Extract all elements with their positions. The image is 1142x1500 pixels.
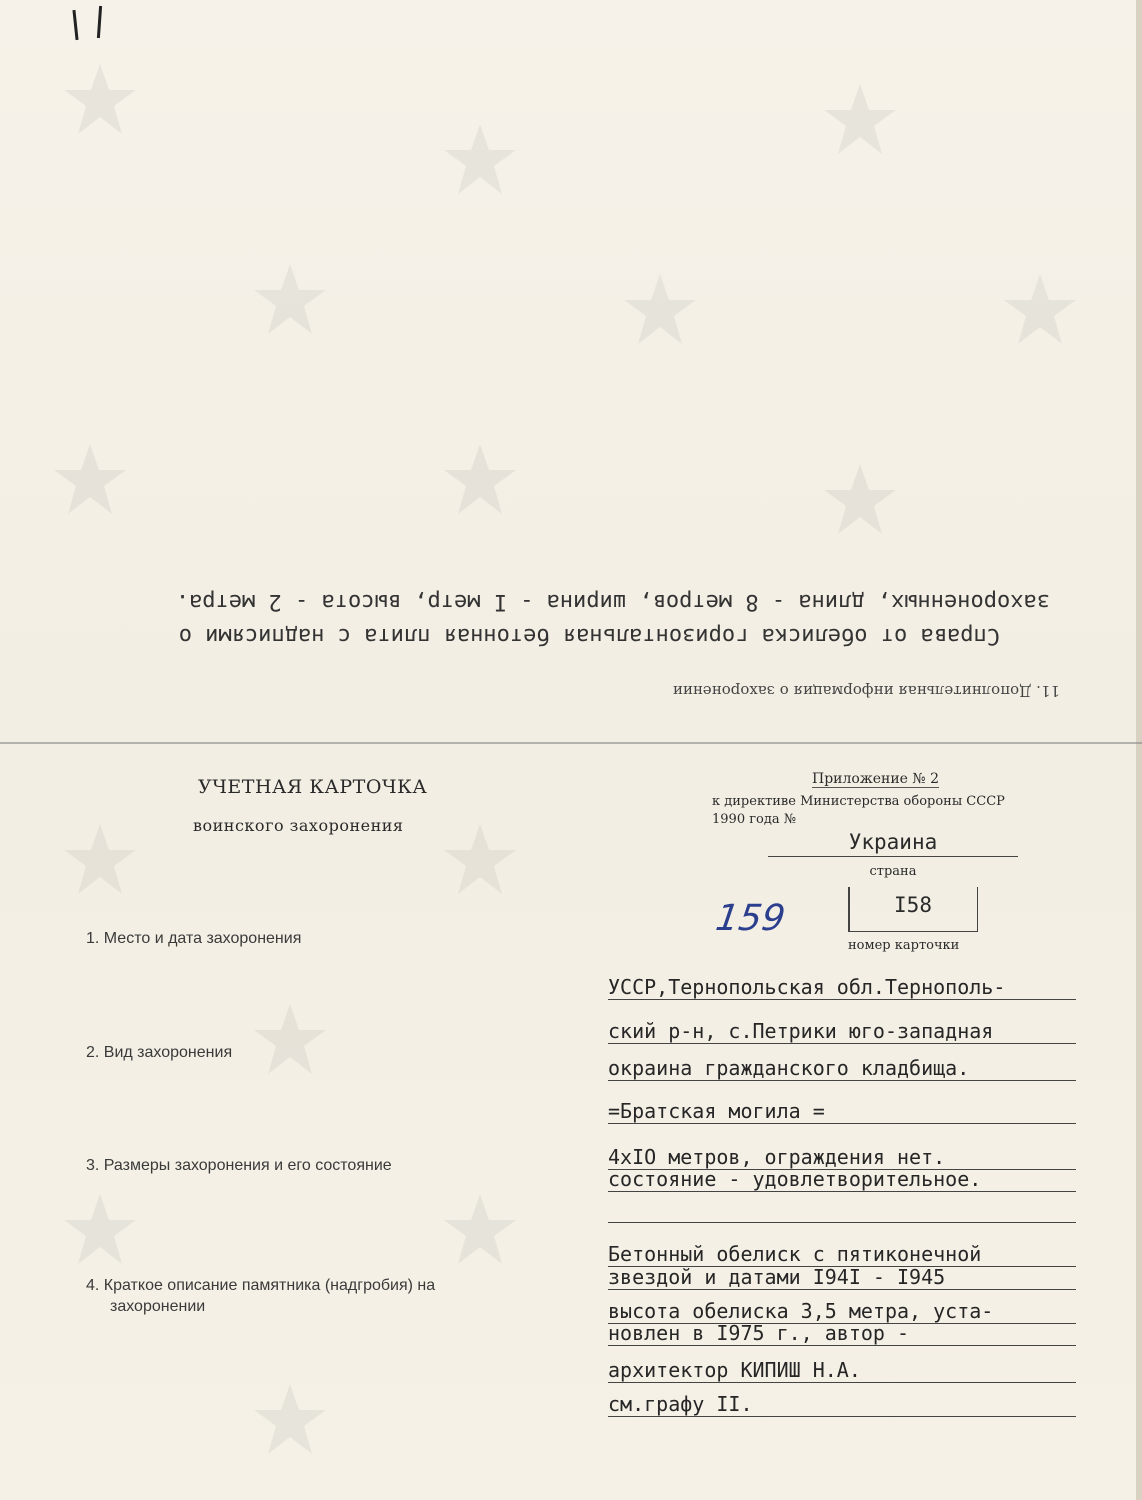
answer-place-line: УССР,Тернопольская обл.Тернополь-	[608, 976, 1076, 1000]
paper-edge	[1136, 0, 1142, 1500]
appendix-label: Приложение № 2	[812, 771, 939, 787]
additional-info-section	[80, 560, 1070, 700]
answer-monument-line: Бетонный обелиск с пятиконечной	[608, 1243, 1076, 1267]
watermark-stamp	[820, 80, 900, 160]
field-label-burial-type: 2. Вид захоронения	[86, 1044, 233, 1061]
answer-place-line: окраина гражданского кладбища.	[608, 1057, 1076, 1081]
pen-mark	[97, 6, 102, 38]
handwritten-number: 159	[713, 898, 788, 939]
card-number-caption: номер карточки	[848, 938, 960, 953]
answer-monument-line: архитектор КИПИШ Н.А.	[608, 1359, 1076, 1383]
watermark-stamp	[50, 440, 130, 520]
country-caption: страна	[869, 864, 917, 879]
watermark-stamp	[440, 820, 520, 900]
additional-info-header: 11. Дополнительная информация о захоронении	[672, 682, 1060, 700]
directive-text: к директиве Министерства обороны СССР	[712, 794, 1005, 809]
answer-place-line: ский р-н, с.Петрики юго-западная	[608, 1020, 1076, 1044]
card-number: I58	[894, 893, 932, 917]
answer-burial-type: =Братская могила =	[608, 1100, 1076, 1124]
watermark-stamp	[250, 260, 330, 340]
answer-monument-line: новлен в I975 г., автор -	[608, 1322, 1076, 1346]
directive-year: 1990 года №	[712, 812, 797, 827]
country-field: Украина	[768, 830, 1018, 857]
card-title: УЧЕТНАЯ КАРТОЧКА	[198, 776, 428, 798]
card-subtitle: воинского захоронения	[193, 816, 404, 835]
watermark-stamp	[60, 820, 140, 900]
answer-size-line: 4хIO метров, ограждения нет.	[608, 1146, 1076, 1170]
additional-info-line: Справа от обелиска горизонтальная бетонная плита с надписями о	[178, 623, 1000, 648]
watermark-stamp	[440, 1190, 520, 1270]
pen-mark	[72, 10, 78, 40]
field-label-place-date: 1. Место и дата захоронения	[86, 930, 302, 947]
watermark-stamp	[440, 120, 520, 200]
watermark-stamp	[1000, 270, 1080, 350]
field-label-monument-cont: захоронении	[110, 1298, 206, 1315]
answer-blank-line	[608, 1222, 1076, 1223]
field-label-monument: 4. Краткое описание памятника (надгробия) на	[86, 1277, 436, 1294]
answer-condition-line: состояние - удовлетворительное.	[608, 1168, 1076, 1192]
watermark-stamp	[60, 1190, 140, 1270]
watermark-stamp	[440, 440, 520, 520]
fold-line	[0, 742, 1142, 744]
answer-monument-line: см.графу II.	[608, 1393, 1076, 1417]
watermark-stamp	[250, 1380, 330, 1460]
watermark-stamp	[820, 460, 900, 540]
answer-monument-line: звездой и датами I94I - I945	[608, 1266, 1076, 1290]
watermark-stamp	[250, 1000, 330, 1080]
answer-monument-line: высота обелиска 3,5 метра, уста-	[608, 1300, 1076, 1324]
watermark-stamp	[60, 60, 140, 140]
watermark-stamp	[620, 270, 700, 350]
field-label-size-condition: 3. Размеры захоронения и его состояние	[86, 1157, 392, 1174]
additional-info-line: захороненных, длина - 8 метров, ширина - I метр, высота - 2 метра.	[175, 589, 1050, 614]
